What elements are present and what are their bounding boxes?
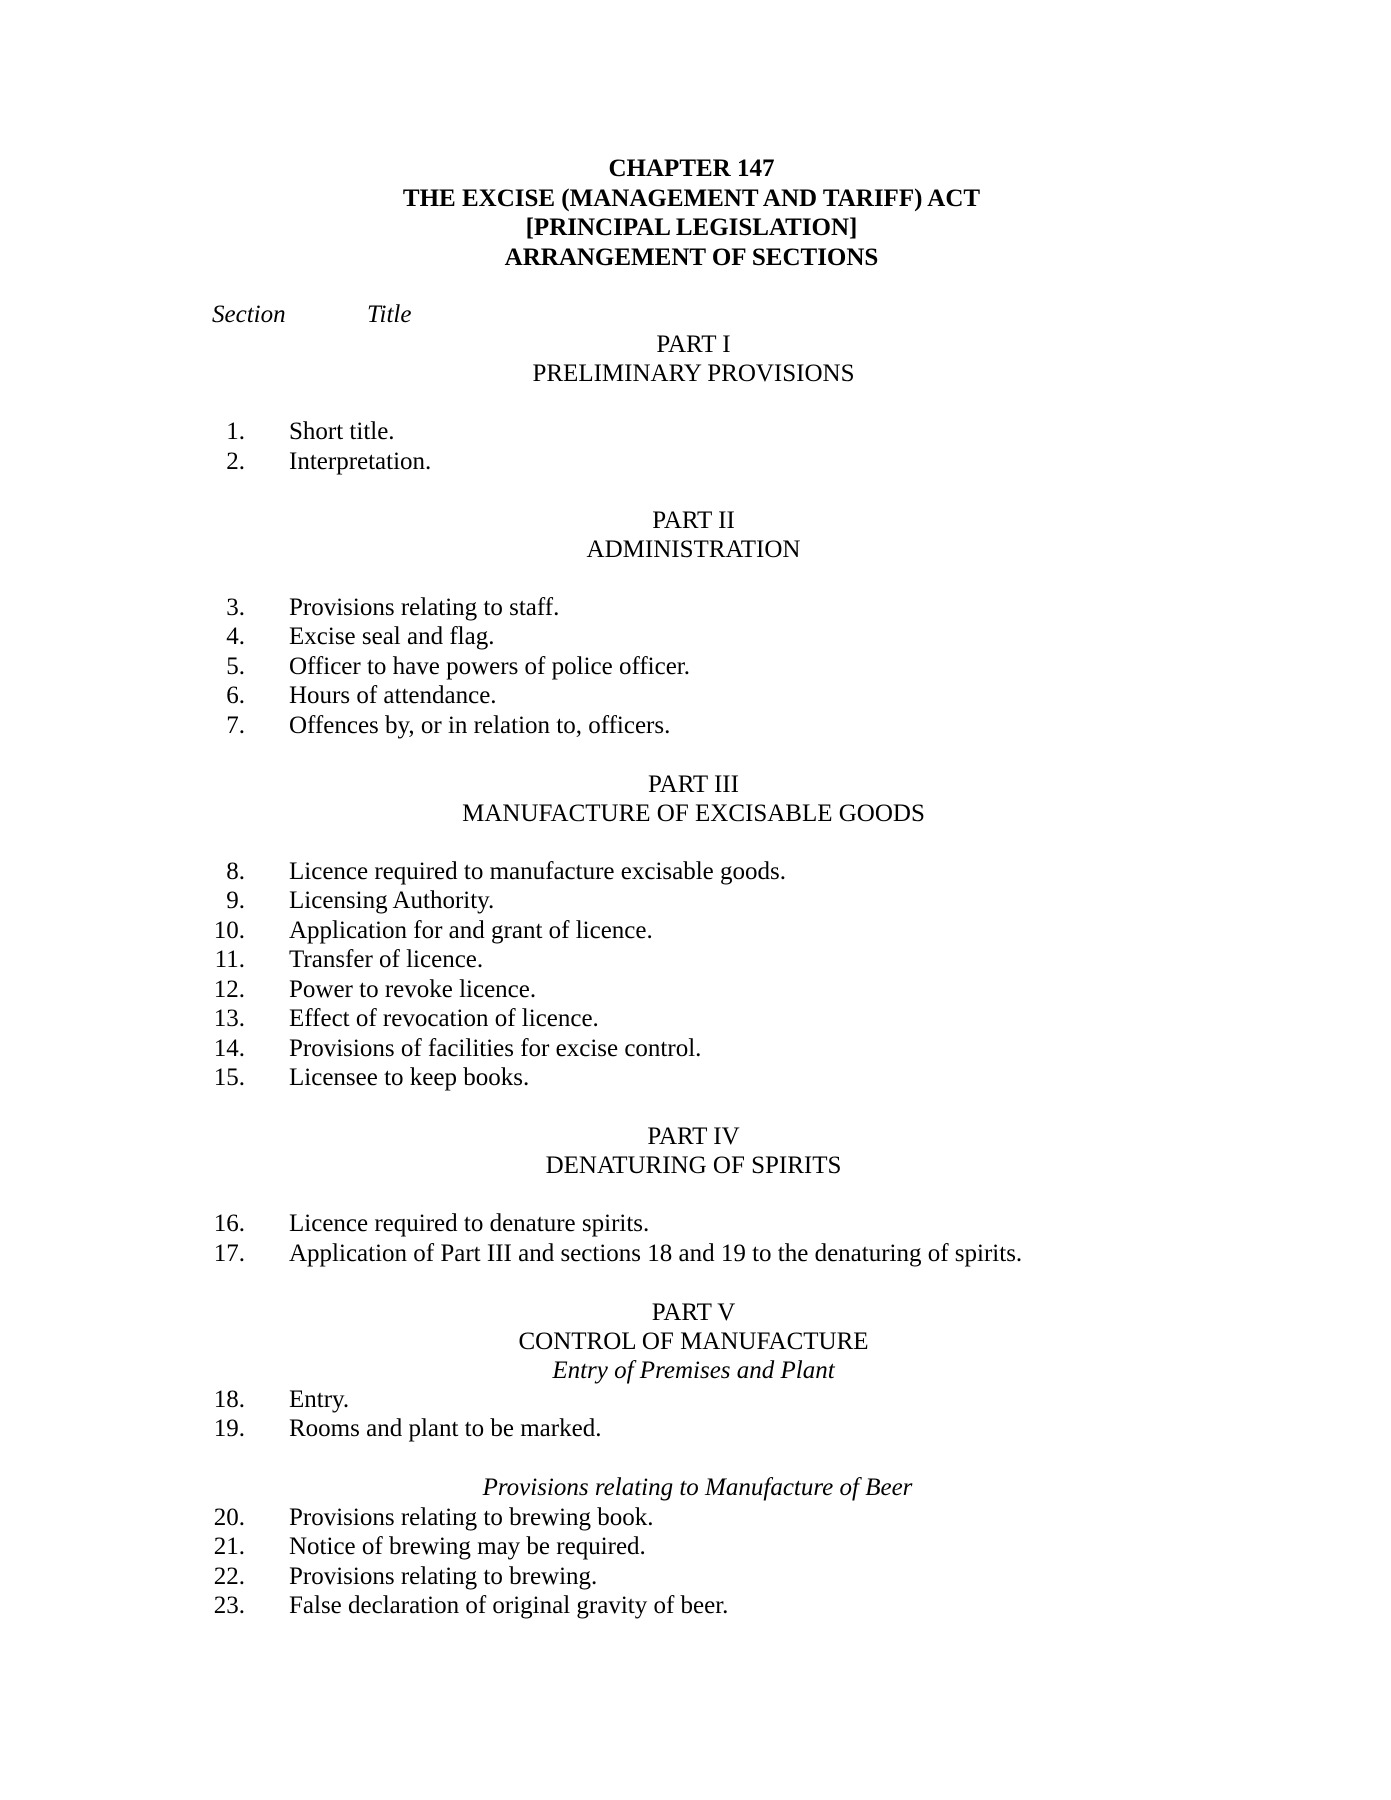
section-entry [0, 945, 1391, 975]
section-entry [0, 916, 1391, 946]
section-title: Notice of brewing may be required. [289, 1533, 646, 1560]
section-list [0, 1503, 1391, 1621]
section-entry [0, 652, 1391, 682]
section-title: Provisions relating to staff. [289, 593, 560, 621]
part-name: ADMINISTRATION [586, 535, 801, 563]
section-entry [0, 1562, 1391, 1592]
section-entry [0, 417, 1391, 447]
section-number: 13. [213, 1005, 245, 1032]
section-title: Provisions relating to brewing. [289, 1562, 598, 1590]
legislation-type: [PRINCIPAL LEGISLATION] [525, 214, 858, 241]
section-entry [0, 1034, 1391, 1064]
section-number: 14. [213, 1034, 245, 1062]
part-label: PART IV [647, 1123, 740, 1150]
section-number: 8. [226, 857, 245, 885]
part-spacer [0, 1093, 1391, 1123]
section-entry [0, 1503, 1391, 1533]
section-title: Licensee to keep books. [289, 1064, 530, 1091]
section-entry [0, 1385, 1391, 1415]
section-entry [0, 593, 1391, 623]
section-entry [0, 1239, 1391, 1269]
section-entry [0, 1414, 1391, 1444]
part-name: PRELIMINARY PROVISIONS [532, 360, 855, 387]
section-number: 11. [214, 946, 245, 973]
section-title: Licence required to denature spirits. [289, 1210, 650, 1237]
section-entry [0, 886, 1391, 916]
section-number: 10. [213, 916, 245, 944]
section-title: Power to revoke licence. [289, 975, 537, 1003]
section-title: Entry. [289, 1385, 350, 1413]
section-number: 15. [213, 1064, 245, 1091]
section-title: Officer to have powers of police officer. [289, 652, 691, 680]
section-title: Licensing Authority. [289, 887, 495, 914]
act-title: THE EXCISE (MANAGEMENT AND TARIFF) ACT [402, 184, 981, 212]
part-heading [0, 506, 1391, 564]
section-number: 22. [213, 1562, 245, 1590]
column-heading-title: Title [367, 301, 412, 328]
section-title: Hours of attendance. [289, 682, 497, 709]
part-name: CONTROL OF MANUFACTURE [518, 1327, 869, 1355]
part-label: PART III [648, 770, 739, 798]
part-spacer [0, 476, 1391, 506]
part-name: DENATURING OF SPIRITS [545, 1152, 842, 1179]
section-number: 18. [213, 1385, 245, 1413]
part-heading [0, 1122, 1391, 1180]
section-list [0, 593, 1391, 741]
section-title: Interpretation. [289, 447, 432, 475]
section-number: 21. [213, 1533, 245, 1560]
section-entry [0, 711, 1391, 741]
section-title: Short title. [289, 418, 395, 445]
section-entry [0, 681, 1391, 711]
chapter-number: CHAPTER 147 [608, 155, 775, 182]
section-entry [0, 1591, 1391, 1621]
section-list [0, 857, 1391, 1093]
section-list [0, 417, 1391, 476]
section-number: 4. [226, 623, 245, 650]
part-heading [0, 330, 1391, 388]
section-number: 1. [226, 418, 245, 445]
section-number: 23. [213, 1592, 245, 1619]
section-list [0, 1209, 1391, 1268]
section-number: 9. [226, 887, 245, 914]
section-entry [0, 1209, 1391, 1239]
section-entry [0, 622, 1391, 652]
group-subheading: Provisions relating to Manufacture of Beer [482, 1474, 913, 1501]
section-number: 16. [213, 1210, 245, 1237]
part-label: PART V [651, 1298, 736, 1326]
section-entry [0, 447, 1391, 477]
arrangement-heading: ARRANGEMENT OF SECTIONS [504, 243, 879, 271]
part-heading [0, 1298, 1391, 1385]
section-number: 20. [213, 1503, 245, 1531]
part-label: PART I [656, 331, 731, 358]
section-title: Provisions relating to brewing book. [289, 1503, 654, 1531]
section-number: 7. [226, 711, 245, 739]
section-title: Transfer of licence. [289, 946, 484, 973]
section-title: Excise seal and flag. [289, 623, 495, 650]
section-title: Effect of revocation of licence. [289, 1005, 599, 1032]
part-spacer [0, 740, 1391, 770]
section-number: 6. [226, 682, 245, 709]
section-number: 19. [213, 1415, 245, 1442]
section-entry [0, 975, 1391, 1005]
column-heading-section: Section [212, 301, 286, 328]
section-number: 2. [226, 447, 245, 475]
section-title: Application of Part III and sections 18 and 19 to the denaturing of spirits. [289, 1239, 1023, 1267]
part-label: PART II [652, 506, 735, 534]
part-heading [0, 770, 1391, 828]
section-entry [0, 1063, 1391, 1093]
section-title: Provisions of facilities for excise control. [289, 1034, 702, 1062]
section-entry [0, 857, 1391, 887]
part-spacer [0, 1268, 1391, 1298]
arrangement-of-sections [0, 330, 1391, 1621]
group-spacer [0, 1444, 1391, 1474]
section-entry [0, 1004, 1391, 1034]
section-number: 5. [226, 652, 245, 680]
section-title: Application for and grant of licence. [289, 916, 653, 944]
section-title: False declaration of original gravity of beer. [289, 1592, 729, 1619]
section-title: Licence required to manufacture excisable goods. [289, 857, 786, 885]
section-number: 3. [226, 593, 245, 621]
section-title: Offences by, or in relation to, officers. [289, 711, 671, 739]
section-number: 12. [213, 975, 245, 1003]
section-number: 17. [213, 1239, 245, 1267]
section-list [0, 1385, 1391, 1444]
part-subheading: Entry of Premises and Plant [552, 1356, 835, 1384]
document-header [0, 154, 1387, 272]
part-name: MANUFACTURE OF EXCISABLE GOODS [462, 799, 925, 827]
section-title: Rooms and plant to be marked. [289, 1415, 602, 1442]
section-entry [0, 1532, 1391, 1562]
